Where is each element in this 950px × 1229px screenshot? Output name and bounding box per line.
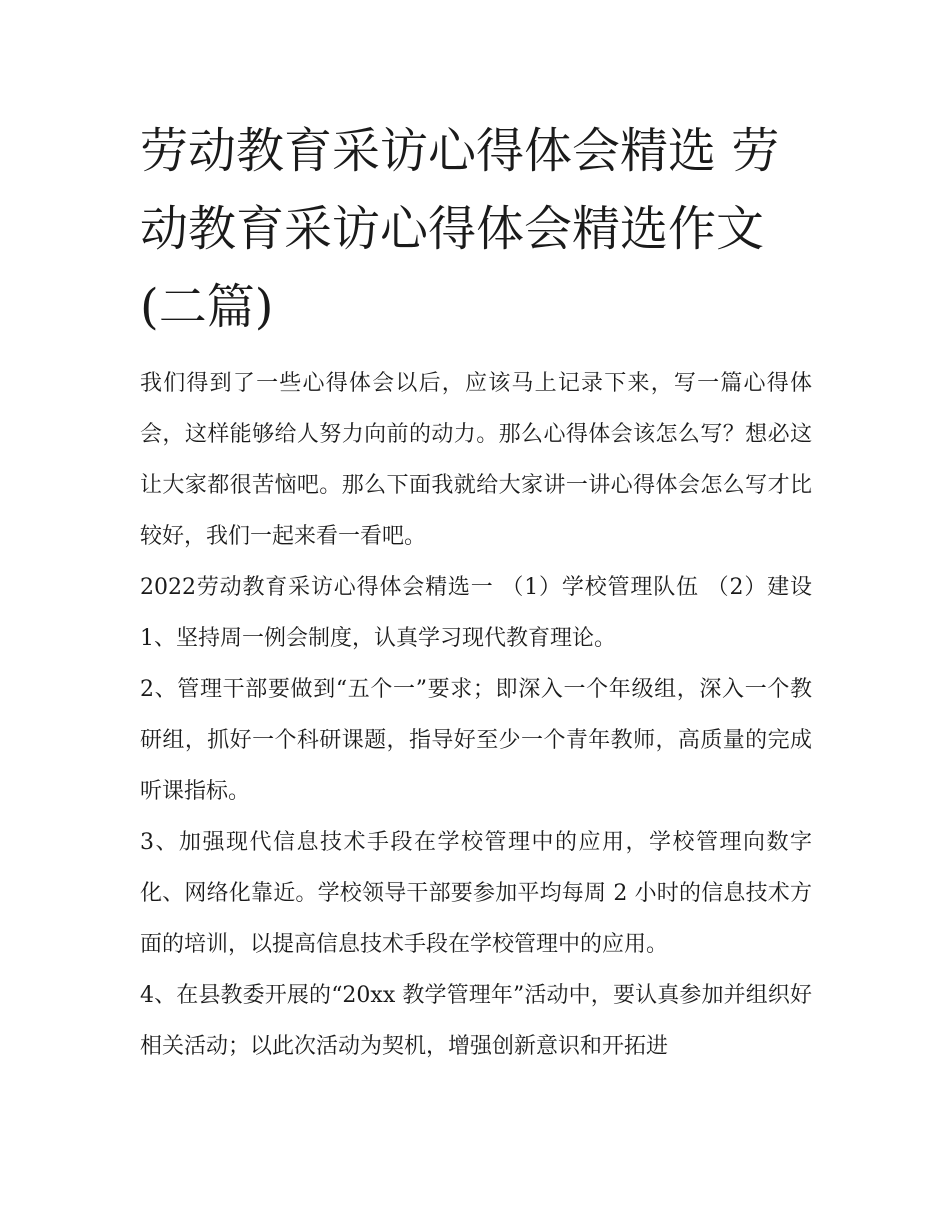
paragraph-item-2: 2、管理干部要做到“五个一”要求；即深入一个年级组，深入一个教研组，抓好一个科研课题，指导好至少一个青年教师，高质量的完成听课指标。 [140, 677, 812, 804]
paragraph-section-one: 2022劳动教育采访心得体会精选一 （1）学校管理队伍 （2）建设 1、坚持周一例会制度，认真学习现代教育理论。 [140, 575, 812, 651]
intro-paragraph: 我们得到了一些心得体会以后，应该马上记录下来，写一篇心得体会，这样能够给人努力向前的动力。那么心得体会该怎么写？想必这让大家都很苦恼吧。那么下面我就给大家讲一讲心得体会怎么写才比较好，我们一起来看一看吧。 [140, 371, 812, 549]
paragraph-item-3: 3、加强现代信息技术手段在学校管理中的应用，学校管理向数字化、网络化靠近。学校领导干部要参加平均每周 2 小时的信息技术方面的培训，以提高信息技术手段在学校管理中的应用。 [140, 830, 812, 957]
paragraph-item-4: 4、在县教委开展的“20xx 教学管理年”活动中，要认真参加并组织好相关活动；以此次活动为契机，增强创新意识和开拓进 [140, 983, 812, 1059]
document-page [140, 112, 812, 1072]
document-title: 劳动教育采访心得体会精选 劳动教育采访心得体会精选作文(二篇) [140, 123, 780, 335]
